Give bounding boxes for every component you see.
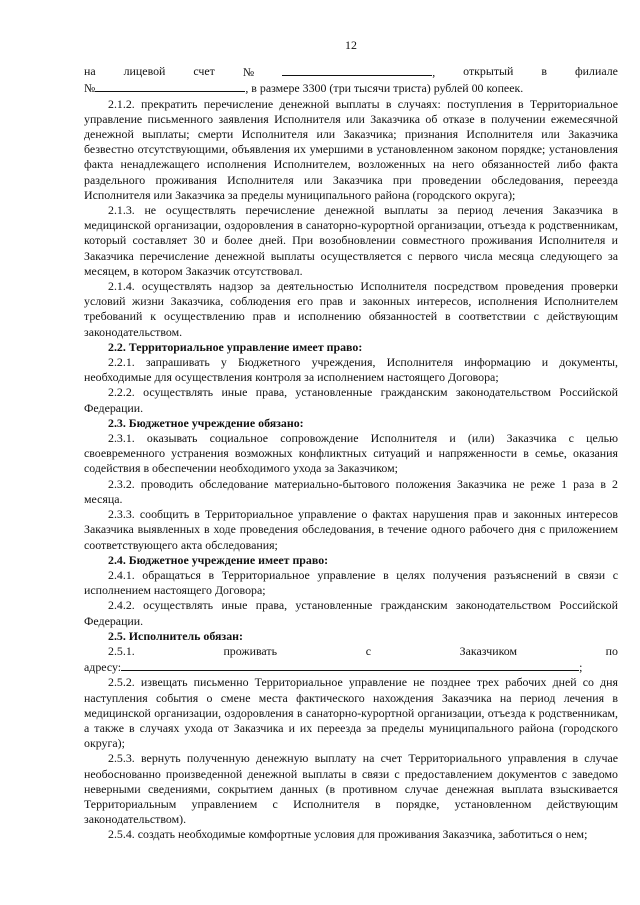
address-line — [84, 659, 618, 675]
text-word: открытый — [463, 64, 514, 79]
text-word: по — [605, 643, 618, 658]
account-number-field — [243, 64, 435, 80]
clause-2-4-1: 2.4.1. обращаться в Территориальное управление в целях получения разъяснений в связи с исполнением настоящего Договора; — [84, 567, 618, 598]
address-blank — [121, 659, 579, 671]
clause-2-3-1: 2.3.1. оказывать социальное сопровождение Исполнителя и (или) Заказчика с целью своевременного устранения возможных конфликтных ситуаций и напряженности в семье, оказания содействия в обеспечении необходимого ухода за Заказчиком; — [84, 431, 618, 476]
section-heading-2-4: 2.4. Бюджетное учреждение имеет право: — [108, 552, 329, 567]
clause-2-1-2: 2.1.2. прекратить перечисление денежной выплаты в случаях: поступления в Территориальное управление письменного заявления Исполнителя или Заказчика об отказе в получении ежемесячной денежной выплаты; смерти Исполнителя или Заказчика; признания Исполнителя или Заказчика безвестно отсутствующими, объявления их умершими в установленном законом порядке; установления факта ненадлежащего исполнения Исполнителем, возложенных на него обязанностей либо факта раздельного проживания Исполнителя или Заказчика при проведении обследования, переезда Исполнителя или Заказчика за пределы муниципального района (городского округа); — [84, 96, 618, 202]
text-word: филиале — [574, 64, 618, 79]
clause-2-5-4: 2.5.4. создать необходимые комфортные условия для проживания Заказчика, заботиться о нем; — [108, 827, 588, 842]
clause-2-5-3: 2.5.3. вернуть полученную денежную выплату на счет Территориального управления в случае необоснованно произведенной денежной выплаты в связи с предоставлением документов с заведомо неверными сведениями, сокрытием данных (в противном случае денежная выплата взыскивается Территориальным управлением с Исполнителя в порядке, установленном действующим законодательством). — [84, 751, 618, 827]
text-word: на — [84, 64, 96, 79]
text-word: проживать — [223, 643, 278, 658]
text-word: 2.5.1. — [108, 643, 135, 658]
clause-2-1-3: 2.1.3. не осуществлять перечисление денежной выплаты за период лечения Заказчика в медицинской организации, оздоровления в санаторно-курортной организации, отъезда к родственникам, который составляет 30 и более дней. При возобновлении совместного проживания Исполнителя и Заказчика перечисление денежной выплаты осуществляется с первого числа месяца следующего за месяцем, в котором Заказчик отсутствовал. — [84, 203, 618, 278]
clause-2-4-2: 2.4.2. осуществлять иные права, установленные гражданским законодательством Российской Федерации. — [84, 598, 618, 628]
clause-2-5-2: 2.5.2. извещать письменно Территориальное управление не позднее трех рабочих дней со дня наступления события о смене места фактического нахождения Заказчика на период лечения в медицинской организации, оздоровления в санаторно-курортной организации, отъезда к родственникам, а также в случаях ухода от Заказчика и их переезда за пределы муниципального района (городского округа); — [84, 675, 618, 751]
text-word: счет — [193, 64, 215, 79]
text-word: адресу: — [84, 660, 122, 675]
text-word: № — [242, 65, 255, 80]
text-word: , в размере 3300 (три тысячи триста) рублей 00 копеек. — [245, 81, 524, 96]
clause-2-2-1: 2.2.1. запрашивать у Бюджетного учреждения, Исполнителя информацию и документы, необходимые для осуществления контроля за исполнением настоящего Договора; — [84, 355, 618, 385]
section-heading-2-2: 2.2. Территориальное управление имеет право: — [108, 339, 363, 354]
branch-line — [84, 80, 618, 96]
account-number-blank — [282, 64, 432, 76]
text-word: лицевой — [123, 64, 166, 79]
text-word: Заказчиком — [459, 643, 517, 658]
text-word: ; — [579, 660, 583, 675]
clause-2-5-1 — [84, 644, 618, 659]
clause-2-3-2: 2.3.2. проводить обследование материально-бытового положения Заказчика не реже 1 раза в 2 месяца. — [84, 476, 618, 506]
account-line — [84, 64, 618, 80]
section-heading-2-5: 2.5. Исполнитель обязан: — [108, 628, 243, 643]
branch-number-blank — [95, 80, 245, 92]
page-number: 12 — [345, 38, 357, 52]
text-word: , — [432, 65, 436, 80]
clause-2-1-4: 2.1.4. осуществлять надзор за деятельностью Исполнителя посредством проведения проверки условий жизни Заказчика, соблюдения его прав и законных интересов, исполнения Исполнителем требований к осуществлению прав и исполнению обязанностей в соответствии с действующим законодательством. — [84, 279, 618, 339]
text-word: № — [84, 81, 96, 96]
text-word: с — [365, 643, 371, 658]
clause-2-2-2: 2.2.2. осуществлять иные права, установленные гражданским законодательством Российской Федерации. — [84, 385, 618, 415]
text-word: в — [541, 64, 547, 79]
clause-2-3-3: 2.3.3. сообщить в Территориальное управление о фактах нарушения прав и законных интересов Заказчика выявленных в ходе проведения обследования, в течение одного рабочего дня с приложением соответствующего акта обследования; — [84, 507, 618, 552]
section-heading-2-3: 2.3. Бюджетное учреждение обязано: — [108, 415, 304, 430]
